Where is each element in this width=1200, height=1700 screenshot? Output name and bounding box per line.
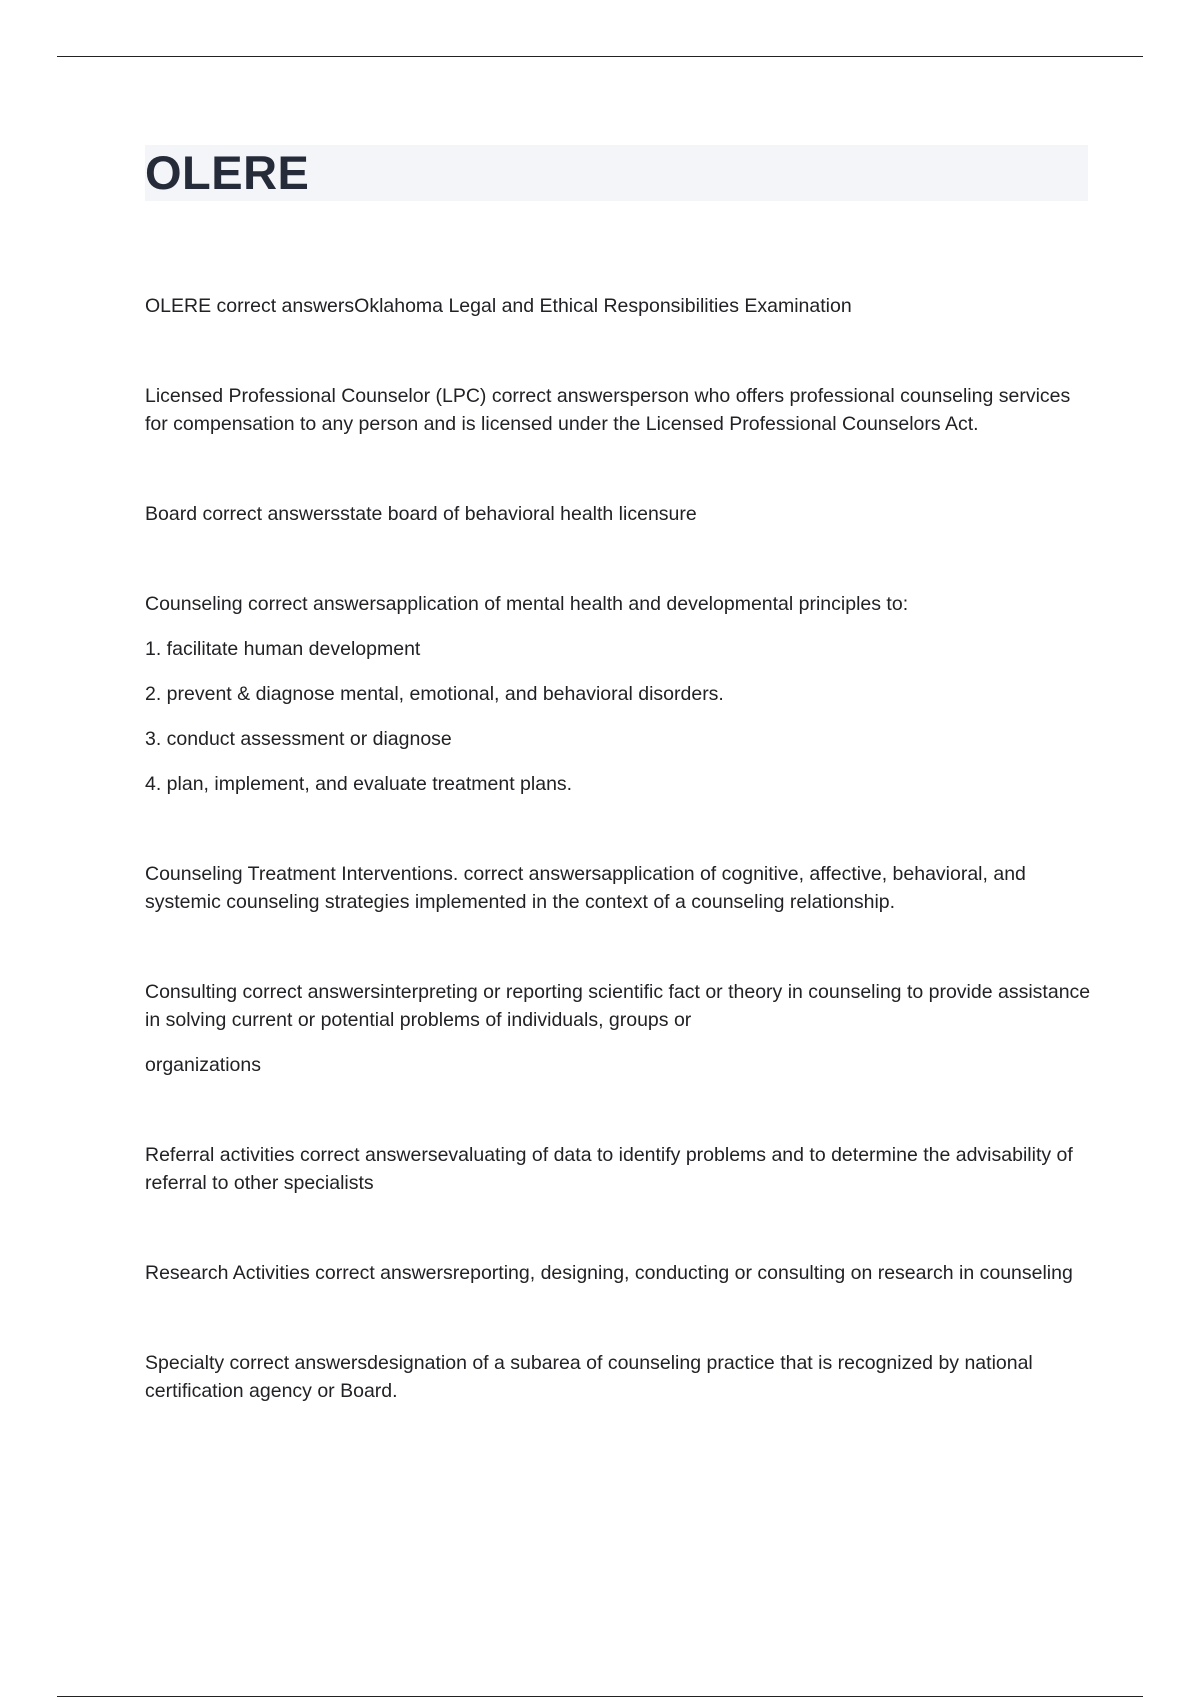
entry-text: Licensed Professional Counselor (LPC) correct answersperson who offers professional counseling services for compensation to any person and is licensed under the Licensed Professional Counselors Act. <box>145 385 1071 435</box>
top-divider <box>57 56 1143 57</box>
list-item: 2. prevent & diagnose mental, emotional, and behavioral disorders. <box>145 683 724 705</box>
entry-counseling <box>145 590 1095 798</box>
list-item: 4. plan, implement, and evaluate treatment plans. <box>145 773 573 795</box>
entry-text: Referral activities correct answersevaluating of data to identify problems and to determine the advisability of referral to other specialists <box>145 1144 1073 1194</box>
entry-text: Board correct answersstate board of behavioral health licensure <box>145 503 697 525</box>
entry-text: OLERE correct answersOklahoma Legal and Ethical Responsibilities Examination <box>145 295 852 317</box>
entry-research <box>145 1259 1095 1287</box>
entry-text: Counseling Treatment Interventions. correct answersapplication of cognitive, affective, behavioral, and systemic counseling strategies implemented in the context of a counseling relationship. <box>145 863 1026 913</box>
entry-text-continued: organizations <box>145 1054 261 1076</box>
list-item: 3. conduct assessment or diagnose <box>145 728 452 750</box>
list-item: 1. facilitate human development <box>145 638 421 660</box>
entry-olere <box>145 292 1095 320</box>
entry-text: Counseling correct answersapplication of mental health and developmental principles to: <box>145 593 909 615</box>
page-title: OLERE <box>145 146 310 199</box>
entry-text: Specialty correct answersdesignation of a subarea of counseling practice that is recognized by national certification agency or Board. <box>145 1352 1033 1402</box>
title-band <box>145 145 1088 201</box>
document-body <box>145 292 1095 1405</box>
entry-specialty <box>145 1349 1095 1405</box>
bottom-divider <box>57 1696 1143 1697</box>
entry-board <box>145 500 1095 528</box>
entry-text: Consulting correct answersinterpreting or reporting scientific fact or theory in counseling to provide assistance in solving current or potential problems of individuals, groups or <box>145 981 1091 1031</box>
entry-referral <box>145 1141 1095 1197</box>
entry-consulting <box>145 978 1095 1079</box>
entry-text: Research Activities correct answersreporting, designing, conducting or consulting on research in counseling <box>145 1262 1073 1284</box>
entry-lpc <box>145 382 1095 438</box>
entry-treatment-interventions <box>145 860 1095 916</box>
